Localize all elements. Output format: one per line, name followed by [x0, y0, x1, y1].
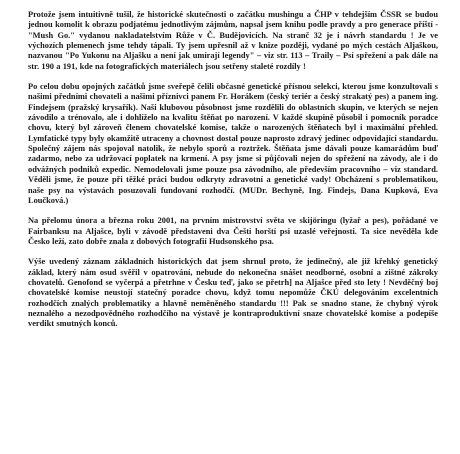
document-body	[28, 10, 438, 330]
paragraph-3: Na přelomu února a března roku 2001, na prvním mistrovství světa ve skijöringu (lyžař a pes), pořádané ve Fairbanksu na Aljašce, byli v závodě představeni dva Češti horští psi uzaslé veřejnosti. Ta sice nevěděla kde Česko leží, zato dobře znala z dobových fotografií Hudsonského psa.	[28, 216, 438, 246]
paragraph-2: Po celou dobu opojných začátků jsme sveřepě čelili občasné genetické přísnou selekci, kterou jsme konzultovali s našimi předními chovateli a našimi příznivci panem Fr. Horákem (český teriér a český strakatý pes) a panem ing. Findejsem (pražský krysařík). Naši klubovou působnost jsme rozdělili do oblastních skupin, ve kterých se nejen závodilo a trénovalo, ale i dohlíželo na kvalitu štěňat po narození. V každé skupině působil i pomocník poradce chovu, který byl zároveň členem chovatelské komise, takže o narozených štěňatech byl i maximální přehled. Lymfatické typy byly okamžitě utraceny a chovnost dostal pouze naprosto zdravý jedinec odpovídající standardu. Společný zájem nás spojoval natolik, že nebylo sporů a roztržek. Štěňata jsme dávali pouze kamarádům buď zadarmo, nebo za udržovací poplatek na krmení. A psy jsme si půjčovali nejen do spřežení na závody, ale i do odvážných podniků expedic. Nemodelovali jsme pouze psa závodního, ale především pracovního – viz standard. Věděli jsme, že pouze při těžké práci budou odkryty zdravotní a genetické vady! Obcházení s problematikou, naše psy na výstavách posuzovali fundovaní rozhodčí. (MUDr. Bechyně, Ing. Findejs, Dana Kupková, Eva Loučková.)	[28, 82, 438, 205]
paragraph-4: Výše uvedený záznam základních historických dat jsem shrnul proto, že jedinečný, ale již křehký genetický základ, který nám osud svěřil v opatrování, nebude do nekonečna snášet neodborné, osobní a zištné zákroky chovatelů. Genofond se vyčerpá a přetrhne v Česku teď, jako se přetrh] na Aljašce před sto lety ! Nevděčný boj chovatelské komise neustojí statečný poradce chovu, když tomu nepomůže ČKÚ delegováním excelentních rozhodčích znalých problematiky a hlavně neměněného standardu !!! Pak se snadno stane, že chybný výrok neznalého a nezodpovědného rozhodčího na výstavě je kontraproduktivní snaze chovatelské komise a podepíše verdikt smutných konců.	[28, 257, 438, 329]
paragraph-1: Protože jsem intuitivně tušil, že historické skutečnosti o začátku mushingu a ČHP v tehdejším ČSSR se budou jednou komolit k obrazu podjatému jednotlivým zájmům, napsal jsem knihu podle pravdy a pro generace příští - "Mush Go." vydanou nakladatelstvím Růže v Č. Budějovicích. Na stranč 32 je i návrh standardu ! Je ve výchozích plemenech jsme tehdy tápali. Ty jsem upřesnil až v knize později, vydané po mých cestách Aljaškou, nazvanou "Po Yukonu na Aljašku a není jak umírají legendy" – viz str. 113 – Traily – Psí spřežení a pak dále na str. 190 a 191, kde na fotografických materiálech jsou setřeny staleté rozdíly !	[28, 10, 438, 71]
